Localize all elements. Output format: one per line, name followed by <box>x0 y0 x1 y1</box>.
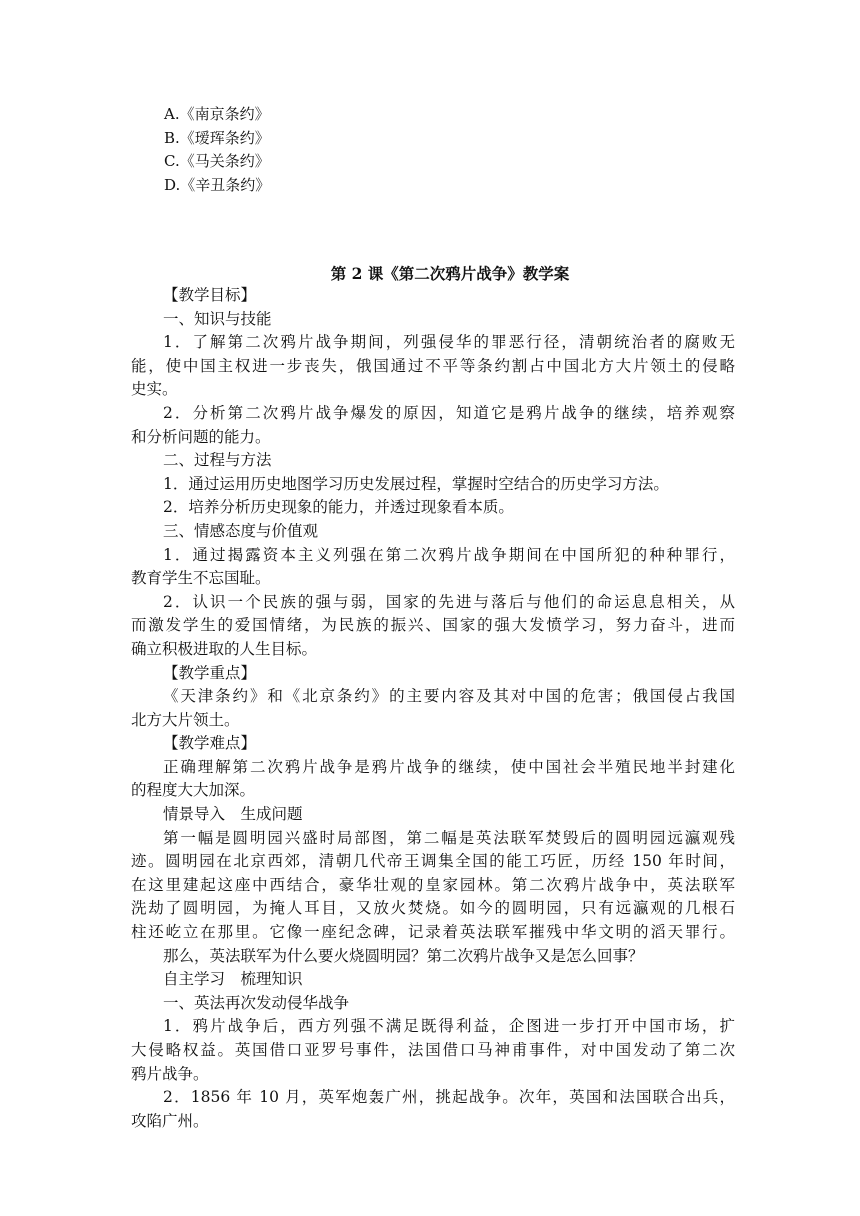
section-heading: 【教学重点】 <box>163 663 257 682</box>
paragraph-line: 教育学生不忘国耻。 <box>131 569 271 588</box>
subheading: 三、情感态度与价值观 <box>163 521 319 540</box>
paragraph-line: 2．分析第二次鸦片战争爆发的原因，知道它是鸦片战争的继续，培养观察 <box>163 403 735 422</box>
subheading: 一、知识与技能 <box>163 309 272 328</box>
section-heading: 【教学难点】 <box>163 734 257 753</box>
paragraph-line: 洗劫了圆明园，为掩人耳目，又放火焚烧。如今的圆明园，只有远瀛观的几根石 <box>131 899 735 918</box>
option-c: C.《马关条约》 <box>164 152 270 170</box>
section-heading: 【教学目标】 <box>163 286 257 304</box>
lesson-body <box>131 284 735 1133</box>
paragraph-line: 的程度大大加深。 <box>131 781 256 800</box>
subheading: 自主学习 梳理知识 <box>163 970 303 989</box>
paragraph-line: 第一幅是圆明园兴盛时局部图，第二幅是英法联军焚毁后的圆明园远瀛观残 <box>163 828 735 847</box>
option-d: D.《辛丑条约》 <box>164 175 271 194</box>
paragraph-line: 那么，英法联军为什么要火烧圆明园？第二次鸦片战争又是怎么回事？ <box>163 946 644 965</box>
subheading: 情景导入 生成问题 <box>163 805 303 824</box>
paragraph-line: 攻陷广州。 <box>131 1111 209 1130</box>
paragraph-line: 在这里建起这座中西结合，豪华壮观的皇家园林。第二次鸦片战争中，英法联军 <box>131 875 735 894</box>
answer-options <box>164 103 464 197</box>
paragraph-line: 《天津条约》和《北京条约》的主要内容及其对中国的危害；俄国侵占我国 <box>163 687 735 706</box>
paragraph-line: 史实。 <box>131 380 178 399</box>
paragraph-line: 1．鸦片战争后，西方列强不满足既得利益，企图进一步打开中国市场，扩 <box>163 1017 735 1036</box>
paragraph-line: 北方大片领土。 <box>131 710 240 729</box>
paragraph-line: 能，使中国主权进一步丧失，俄国通过不平等条约割占中国北方大片领土的侵略 <box>131 356 735 375</box>
paragraph-line: 而激发学生的爱国情绪，为民族的振兴、国家的强大发愤学习，努力奋斗，进而 <box>131 616 735 635</box>
subheading: 二、过程与方法 <box>163 451 272 470</box>
paragraph-line: 2．1856 年 10 月，英军炮轰广州，挑起战争。次年，英国和法国联合出兵， <box>163 1088 735 1107</box>
paragraph-line: 柱还屹立在那里。它像一座纪念碑，记录着英法联军摧残中华文明的滔天罪行。 <box>131 923 735 942</box>
paragraph-line: 1．通过运用历史地图学习历史发展过程，掌握时空结合的历史学习方法。 <box>163 474 669 493</box>
paragraph-line: 鸦片战争。 <box>131 1064 209 1083</box>
lesson-title: 第 2 课《第二次鸦片战争》教学案 <box>330 264 570 283</box>
paragraph-line: 1．了解第二次鸦片战争期间，列强侵华的罪恶行径，清朝统治者的腐败无 <box>163 333 735 352</box>
paragraph-line: 2．认识一个民族的强与弱，国家的先进与落后与他们的命运息息相关，从 <box>163 592 735 611</box>
paragraph-line: 正确理解第二次鸦片战争是鸦片战争的继续，使中国社会半殖民地半封建化 <box>163 757 735 776</box>
subheading: 一、英法再次发动侵华战争 <box>163 993 350 1012</box>
paragraph-line: 大侵略权益。英国借口亚罗号事件，法国借口马神甫事件，对中国发动了第二次 <box>131 1041 735 1059</box>
option-a: A.《南京条约》 <box>164 105 270 123</box>
paragraph-line: 1．通过揭露资本主义列强在第二次鸦片战争期间在中国所犯的种种罪行， <box>163 545 735 564</box>
paragraph-line: 2．培养分析历史现象的能力，并透过现象看本质。 <box>163 498 514 517</box>
paragraph-line: 和分析问题的能力。 <box>131 427 271 446</box>
option-b: B.《瑷珲条约》 <box>164 128 270 147</box>
paragraph-line: 迹。圆明园在北京西郊，清朝几代帝王调集全国的能工巧匠，历经 150 年时间， <box>131 852 735 871</box>
paragraph-line: 确立积极进取的人生目标。 <box>131 639 318 658</box>
